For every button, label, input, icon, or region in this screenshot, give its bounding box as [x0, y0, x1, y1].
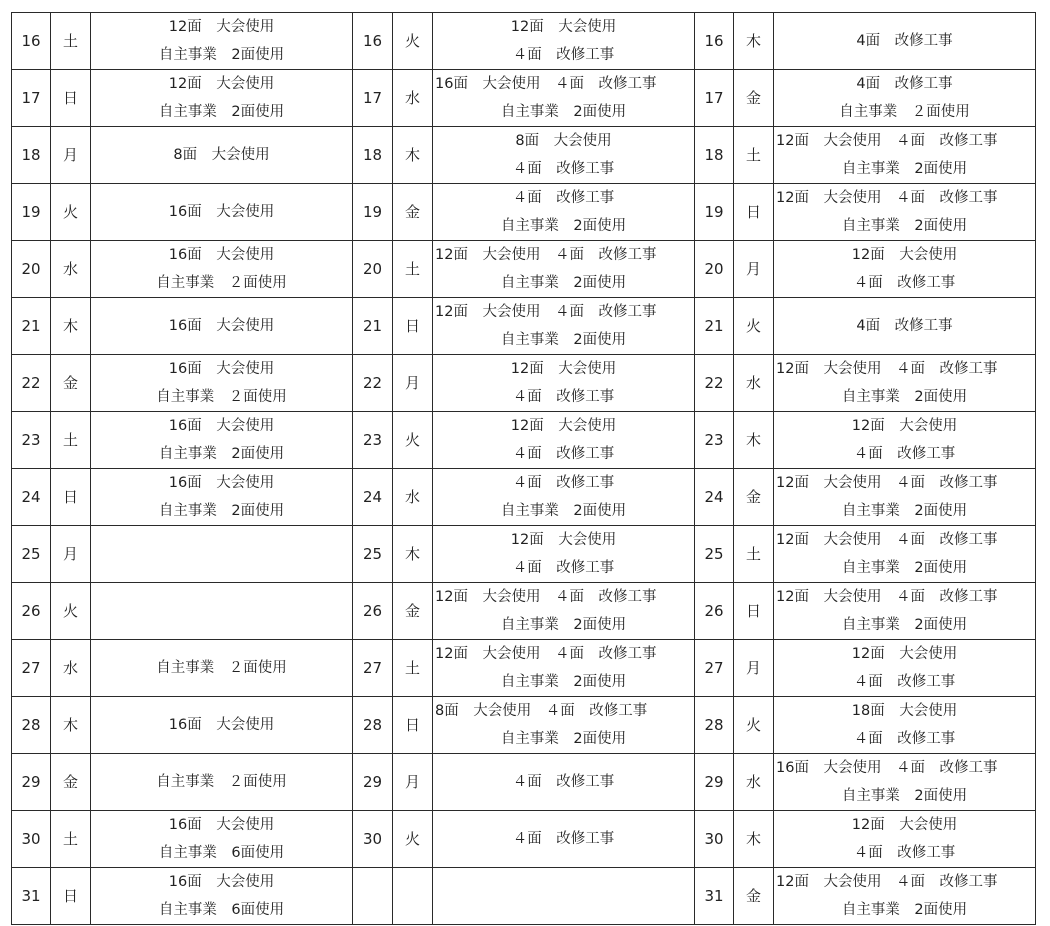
event-cell [91, 412, 353, 469]
event-line: ４面 改修工事 [853, 446, 956, 462]
schedule-row [12, 640, 1036, 697]
event-cell [91, 811, 353, 868]
event-line: 12面 大会使用 [851, 817, 958, 833]
day-cell: 23 [353, 412, 393, 469]
day-cell: 16 [695, 13, 734, 70]
weekday-cell: 木 [734, 13, 774, 70]
event-cell [433, 127, 695, 184]
event-line: 自主事業 2面使用 [841, 617, 968, 633]
day-cell: 22 [353, 355, 393, 412]
event-line: 12面 大会使用 [851, 247, 958, 263]
event-line: 12面 大会使用 ４面 改修工事 [776, 475, 998, 491]
day-cell: 31 [12, 868, 51, 925]
event-cell [91, 127, 353, 184]
schedule-row [12, 868, 1036, 925]
event-cell [91, 13, 353, 70]
event-line: ４面 改修工事 [512, 475, 615, 491]
event-line: 12面 大会使用 [510, 19, 617, 35]
event-line: 自主事業 2面使用 [500, 503, 627, 519]
event-line: 12面 大会使用 ４面 改修工事 [776, 532, 998, 548]
event-line: 4面 改修工事 [856, 76, 953, 92]
event-cell [774, 640, 1036, 697]
event-line: 12面 大会使用 ４面 改修工事 [435, 247, 657, 263]
day-cell: 21 [12, 298, 51, 355]
event-line: ４面 改修工事 [512, 161, 615, 177]
day-cell: 28 [695, 697, 734, 754]
day-cell: 30 [12, 811, 51, 868]
event-line: 自主事業 ２面使用 [156, 774, 287, 790]
day-cell: 24 [353, 469, 393, 526]
event-cell [433, 583, 695, 640]
weekday-cell: 日 [393, 697, 433, 754]
event-line: 16面 大会使用 [168, 247, 275, 263]
day-cell: 29 [695, 754, 734, 811]
event-cell [433, 184, 695, 241]
weekday-cell: 木 [51, 298, 91, 355]
event-line: ４面 改修工事 [512, 831, 615, 847]
event-line: 自主事業 ２面使用 [156, 660, 287, 676]
weekday-cell: 日 [734, 184, 774, 241]
day-cell: 23 [695, 412, 734, 469]
schedule-row [12, 583, 1036, 640]
event-line: 自主事業 2面使用 [158, 104, 285, 120]
weekday-cell: 月 [51, 127, 91, 184]
weekday-cell: 土 [393, 640, 433, 697]
schedule-row [12, 469, 1036, 526]
event-line: 自主事業 2面使用 [500, 104, 627, 120]
event-line: 自主事業 2面使用 [841, 788, 968, 804]
day-cell: 22 [12, 355, 51, 412]
event-line: 自主事業 2面使用 [500, 218, 627, 234]
event-line: 12面 大会使用 ４面 改修工事 [435, 589, 657, 605]
day-cell: 21 [353, 298, 393, 355]
schedule-row [12, 526, 1036, 583]
weekday-cell: 月 [51, 526, 91, 583]
event-cell [774, 469, 1036, 526]
event-cell [433, 526, 695, 583]
weekday-cell [393, 868, 433, 925]
schedule-row [12, 811, 1036, 868]
event-line: 自主事業 2面使用 [841, 902, 968, 918]
event-line: ４面 改修工事 [853, 674, 956, 690]
weekday-cell: 月 [734, 241, 774, 298]
schedule-table [11, 12, 1036, 925]
event-line: 16面 大会使用 [168, 817, 275, 833]
day-cell: 20 [695, 241, 734, 298]
event-line: 4面 改修工事 [856, 318, 953, 334]
day-cell: 30 [695, 811, 734, 868]
day-cell: 25 [353, 526, 393, 583]
day-cell: 29 [353, 754, 393, 811]
event-line: 8面 大会使用 [515, 133, 612, 149]
event-line: 自主事業 2面使用 [500, 674, 627, 690]
weekday-cell: 木 [734, 412, 774, 469]
event-line: ４面 改修工事 [512, 560, 615, 576]
weekday-cell: 日 [734, 583, 774, 640]
day-cell [353, 868, 393, 925]
weekday-cell: 水 [51, 640, 91, 697]
event-cell [774, 583, 1036, 640]
day-cell: 27 [353, 640, 393, 697]
event-line: ４面 改修工事 [512, 47, 615, 63]
event-cell [91, 469, 353, 526]
event-line: 自主事業 2面使用 [158, 446, 285, 462]
event-cell [91, 241, 353, 298]
weekday-cell: 金 [51, 754, 91, 811]
event-line: 自主事業 2面使用 [158, 47, 285, 63]
event-cell [433, 811, 695, 868]
event-cell [433, 355, 695, 412]
event-line: 12面 大会使用 ４面 改修工事 [435, 304, 657, 320]
weekday-cell: 火 [393, 811, 433, 868]
event-cell [91, 526, 353, 583]
weekday-cell: 金 [393, 184, 433, 241]
day-cell: 25 [12, 526, 51, 583]
day-cell: 19 [353, 184, 393, 241]
day-cell: 29 [12, 754, 51, 811]
weekday-cell: 木 [393, 127, 433, 184]
event-line: 自主事業 ２面使用 [839, 104, 970, 120]
day-cell: 28 [353, 697, 393, 754]
weekday-cell: 月 [393, 754, 433, 811]
day-cell: 27 [12, 640, 51, 697]
event-line: 12面 大会使用 [168, 76, 275, 92]
event-cell [774, 355, 1036, 412]
event-line: 16面 大会使用 [168, 475, 275, 491]
event-line: ４面 改修工事 [512, 389, 615, 405]
event-line: 自主事業 2面使用 [500, 731, 627, 747]
event-line: ４面 改修工事 [853, 275, 956, 291]
weekday-cell: 日 [51, 469, 91, 526]
event-cell [774, 526, 1036, 583]
event-cell [91, 868, 353, 925]
event-line: 16面 大会使用 [168, 318, 275, 334]
day-cell: 17 [353, 70, 393, 127]
day-cell: 17 [695, 70, 734, 127]
day-cell: 18 [12, 127, 51, 184]
event-cell [774, 298, 1036, 355]
weekday-cell: 金 [734, 469, 774, 526]
event-cell [433, 70, 695, 127]
day-cell: 24 [695, 469, 734, 526]
schedule-row [12, 184, 1036, 241]
day-cell: 20 [353, 241, 393, 298]
event-line: 12面 大会使用 ４面 改修工事 [776, 361, 998, 377]
event-cell [774, 697, 1036, 754]
schedule-row [12, 13, 1036, 70]
weekday-cell: 土 [51, 811, 91, 868]
event-cell [433, 241, 695, 298]
event-line: 12面 大会使用 ４面 改修工事 [776, 133, 998, 149]
event-cell [774, 127, 1036, 184]
event-line: 12面 大会使用 [510, 418, 617, 434]
event-line: ４面 改修工事 [853, 731, 956, 747]
event-cell [433, 298, 695, 355]
day-cell: 16 [12, 13, 51, 70]
event-line: 16面 大会使用 ４面 改修工事 [776, 760, 998, 776]
event-line: 12面 大会使用 [168, 19, 275, 35]
event-cell [91, 583, 353, 640]
weekday-cell: 日 [393, 298, 433, 355]
weekday-cell: 日 [51, 70, 91, 127]
event-line: 自主事業 2面使用 [500, 617, 627, 633]
schedule-row [12, 127, 1036, 184]
event-line: ４面 改修工事 [512, 446, 615, 462]
event-line: 12面 大会使用 [510, 532, 617, 548]
event-cell [774, 868, 1036, 925]
event-line: 自主事業 2面使用 [841, 503, 968, 519]
event-cell [433, 469, 695, 526]
event-line: 自主事業 ２面使用 [156, 275, 287, 291]
day-cell: 18 [695, 127, 734, 184]
weekday-cell: 火 [51, 184, 91, 241]
event-cell [774, 754, 1036, 811]
day-cell: 23 [12, 412, 51, 469]
weekday-cell: 月 [734, 640, 774, 697]
event-line: 自主事業 ２面使用 [156, 389, 287, 405]
weekday-cell: 金 [51, 355, 91, 412]
event-line: 12面 大会使用 ４面 改修工事 [776, 874, 998, 890]
weekday-cell: 水 [51, 241, 91, 298]
weekday-cell: 水 [393, 469, 433, 526]
event-line: 自主事業 2面使用 [500, 275, 627, 291]
day-cell: 30 [353, 811, 393, 868]
event-line: 自主事業 2面使用 [841, 389, 968, 405]
weekday-cell: 土 [393, 241, 433, 298]
event-line: 16面 大会使用 [168, 717, 275, 733]
event-cell [433, 640, 695, 697]
event-cell [774, 13, 1036, 70]
day-cell: 17 [12, 70, 51, 127]
weekday-cell: 土 [51, 412, 91, 469]
weekday-cell: 水 [734, 355, 774, 412]
event-line: 自主事業 2面使用 [500, 332, 627, 348]
weekday-cell: 火 [734, 298, 774, 355]
day-cell: 18 [353, 127, 393, 184]
day-cell: 25 [695, 526, 734, 583]
weekday-cell: 水 [734, 754, 774, 811]
event-line: ４面 改修工事 [512, 774, 615, 790]
event-line: 12面 大会使用 ４面 改修工事 [776, 190, 998, 206]
event-line: 16面 大会使用 ４面 改修工事 [435, 76, 657, 92]
schedule-row [12, 241, 1036, 298]
event-line: ４面 改修工事 [853, 845, 956, 861]
event-cell [91, 298, 353, 355]
day-cell: 27 [695, 640, 734, 697]
event-line: 8面 大会使用 [173, 147, 270, 163]
day-cell: 19 [695, 184, 734, 241]
weekday-cell: 土 [734, 526, 774, 583]
schedule-row [12, 298, 1036, 355]
weekday-cell: 土 [734, 127, 774, 184]
day-cell: 26 [12, 583, 51, 640]
weekday-cell: 木 [51, 697, 91, 754]
event-cell [774, 184, 1036, 241]
event-line: 自主事業 2面使用 [841, 560, 968, 576]
event-cell [433, 754, 695, 811]
event-line: 16面 大会使用 [168, 361, 275, 377]
day-cell: 26 [353, 583, 393, 640]
event-cell [774, 811, 1036, 868]
event-cell [91, 754, 353, 811]
day-cell: 28 [12, 697, 51, 754]
event-line: 12面 大会使用 ４面 改修工事 [435, 646, 657, 662]
day-cell: 31 [695, 868, 734, 925]
schedule-row [12, 754, 1036, 811]
event-cell [91, 697, 353, 754]
schedule-row [12, 70, 1036, 127]
event-line: 16面 大会使用 [168, 204, 275, 220]
event-cell [91, 640, 353, 697]
event-line: 自主事業 2面使用 [158, 503, 285, 519]
event-cell [433, 868, 695, 925]
event-line: 4面 改修工事 [856, 33, 953, 49]
day-cell: 24 [12, 469, 51, 526]
event-cell [774, 241, 1036, 298]
weekday-cell: 金 [393, 583, 433, 640]
weekday-cell: 金 [734, 70, 774, 127]
event-line: 8面 大会使用 ４面 改修工事 [435, 703, 648, 719]
day-cell: 21 [695, 298, 734, 355]
event-cell [433, 13, 695, 70]
event-cell [433, 697, 695, 754]
schedule-row [12, 412, 1036, 469]
event-line: 自主事業 6面使用 [158, 902, 285, 918]
day-cell: 26 [695, 583, 734, 640]
weekday-cell: 月 [393, 355, 433, 412]
weekday-cell: 火 [734, 697, 774, 754]
event-line: 自主事業 6面使用 [158, 845, 285, 861]
event-cell [774, 70, 1036, 127]
weekday-cell: 火 [51, 583, 91, 640]
weekday-cell: 水 [393, 70, 433, 127]
event-line: 16面 大会使用 [168, 418, 275, 434]
weekday-cell: 火 [393, 412, 433, 469]
event-line: 18面 大会使用 [851, 703, 958, 719]
day-cell: 20 [12, 241, 51, 298]
weekday-cell: 木 [393, 526, 433, 583]
schedule-row [12, 355, 1036, 412]
event-line: 自主事業 2面使用 [841, 218, 968, 234]
event-line: 16面 大会使用 [168, 874, 275, 890]
event-cell [91, 184, 353, 241]
event-line: 12面 大会使用 [851, 646, 958, 662]
weekday-cell: 金 [734, 868, 774, 925]
event-line: ４面 改修工事 [512, 190, 615, 206]
event-line: 12面 大会使用 ４面 改修工事 [776, 589, 998, 605]
day-cell: 19 [12, 184, 51, 241]
event-cell [91, 70, 353, 127]
event-cell [433, 412, 695, 469]
event-line: 12面 大会使用 [510, 361, 617, 377]
schedule-row [12, 697, 1036, 754]
event-cell [774, 412, 1036, 469]
weekday-cell: 火 [393, 13, 433, 70]
weekday-cell: 木 [734, 811, 774, 868]
day-cell: 16 [353, 13, 393, 70]
weekday-cell: 土 [51, 13, 91, 70]
event-line: 自主事業 2面使用 [841, 161, 968, 177]
event-line: 12面 大会使用 [851, 418, 958, 434]
event-cell [91, 355, 353, 412]
day-cell: 22 [695, 355, 734, 412]
weekday-cell: 日 [51, 868, 91, 925]
